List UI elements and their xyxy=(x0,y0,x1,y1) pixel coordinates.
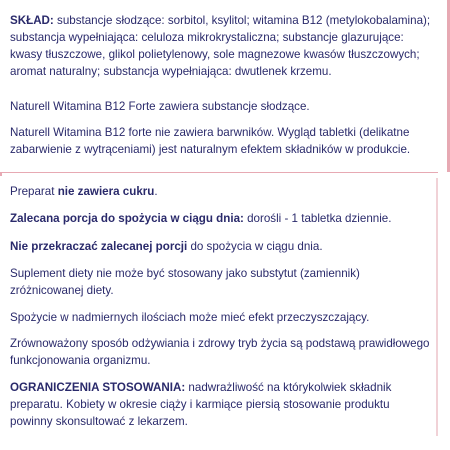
restrictions-paragraph xyxy=(10,379,435,430)
sweeteners-note: Naturell Witamina B12 Forte zawiera substancje słodzące. xyxy=(10,100,310,113)
do-not-exceed-text: do spożycia w ciągu dnia. xyxy=(187,240,323,253)
section-divider xyxy=(0,172,438,173)
colorants-note: Naturell Witamina B12 forte nie zawiera barwników. Wygląd tabletki (delikatne zabarwienie z wytrąceniami) jest naturalnym efektem składników w produkcie. xyxy=(10,126,411,156)
composition-paragraph xyxy=(10,12,435,80)
recommended-dose-label: Zalecana porcja do spożycia w ciągu dnia: xyxy=(10,212,244,225)
laxative-note: Spożycie w nadmiernych ilościach może mieć efekt przeczyszczający. xyxy=(10,311,370,324)
do-not-exceed-note xyxy=(10,238,435,255)
composition-text: substancje słodzące: sorbitol, ksylitol; witamina B12 (metylokobalamina); substancja wypełniająca: celuloza mikrokrystaliczna; substancje glazurujące: kwasy tłuszczowe, glikol polietylenowy, sole magnezowe kwasów tłuszczowych; aromat naturalny; substancja wypełniająca: dwutlenek krzemu. xyxy=(10,14,431,78)
sugar-free-note xyxy=(10,183,435,200)
section-divider-tick xyxy=(0,172,2,176)
sugar-free-post: . xyxy=(154,185,158,198)
sugar-free-pre: Preparat xyxy=(10,185,58,198)
restrictions-text: nadwrażliwość na którykolwiek składnik preparatu. Kobiety w okresie ciąży i karmiące piersią stosowanie produktu powinny skonsultować z lekarzem. xyxy=(10,381,392,428)
sugar-free-bold: nie zawiera cukru xyxy=(57,185,155,198)
diet-substitute-note: Suplement diety nie może być stosowany jako substytut (zamiennik) zróżnicowanej diety. xyxy=(10,267,360,297)
accent-bar-bottom xyxy=(436,178,438,436)
recommended-dose-text: dorośli - 1 tabletka dziennie. xyxy=(243,212,392,225)
recommended-dose xyxy=(10,210,435,227)
do-not-exceed-bold: Nie przekraczać zalecanej porcji xyxy=(10,240,188,253)
restrictions-heading: OGRANICZENIA STOSOWANIA: xyxy=(10,381,186,394)
balanced-diet-note: Zrównoważony sposób odżywiania i zdrowy tryb życia są podstawą prawidłowego funkcjonowania organizmu. xyxy=(10,337,430,367)
composition-heading: SKŁAD: xyxy=(10,14,54,27)
